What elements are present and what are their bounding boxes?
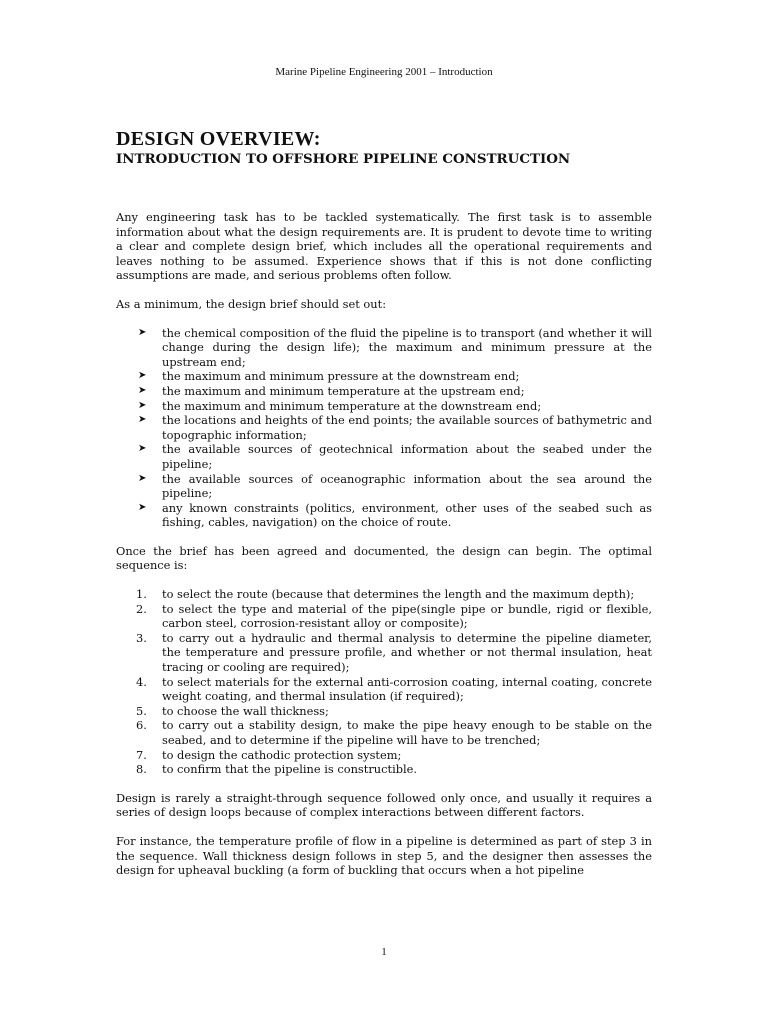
- intro-paragraph: Any engineering task has to be tackled systematically. The first task is to assemble information about what the design requirements are. It is prudent to devote time to writing a clear and complete design brief, which includes all the operational requirements and leaves nothing to be assumed. Experience shows that if this is not done conflicting assumptions are made, and serious problems often follow.: [116, 210, 652, 283]
- step-text: to carry out a stability design, to make the pipe heavy enough to be stable on the seabed, and to determine if the pipeline will have to be trenched;: [162, 718, 652, 747]
- list-item-text: the maximum and minimum temperature at the upstream end;: [162, 383, 525, 398]
- list-item-text: the maximum and minimum temperature at the downstream end;: [162, 398, 542, 413]
- list-item: [116, 472, 652, 501]
- step-number: 8.: [136, 762, 147, 777]
- arrow-bullet-icon: ➤: [138, 472, 147, 484]
- step-number: 6.: [136, 718, 147, 733]
- arrow-bullet-icon: ➤: [138, 443, 147, 455]
- arrow-bullet-icon: ➤: [138, 414, 147, 426]
- list-item-text: the available sources of geotechnical information about the seabed under the pipeline;: [162, 442, 652, 471]
- design-sequence-list: [116, 587, 652, 777]
- arrow-bullet-icon: ➤: [138, 399, 147, 411]
- list-item: [116, 399, 652, 414]
- list-item: [116, 442, 652, 471]
- page-content: [116, 128, 652, 892]
- arrow-bullet-icon: ➤: [138, 384, 147, 396]
- list-item: [116, 369, 652, 384]
- step-number: 1.: [136, 587, 147, 602]
- step-number: 4.: [136, 674, 147, 689]
- list-item: [116, 602, 652, 631]
- arrow-bullet-icon: ➤: [138, 370, 147, 382]
- list-item-text: the maximum and minimum pressure at the downstream end;: [162, 369, 520, 384]
- page-title: DESIGN OVERVIEW:: [116, 128, 321, 150]
- list-item: [116, 704, 652, 719]
- step-text: to select the type and material of the pipe(single pipe or bundle, rigid or flexible, carbon steel, corrosion-resistant alloy or composite);: [162, 601, 652, 631]
- step-text: to carry out a hydraulic and thermal analysis to determine the pipeline diameter, the temperature and pressure profile, and whether or not thermal insulation, heat tracing or cooling are required);: [162, 630, 652, 675]
- list-item: [116, 675, 652, 704]
- list-item: [116, 631, 652, 675]
- list-item-text: any known constraints (politics, environment, other uses of the seabed such as fishing, cables, navigation) on the choice of route.: [162, 500, 652, 530]
- page-number: 1: [381, 946, 387, 958]
- list-item: [116, 413, 652, 442]
- arrow-bullet-icon: ➤: [138, 326, 147, 338]
- list-item-text: the available sources of oceanographic information about the sea around the pipeline;: [162, 471, 652, 501]
- step-number: 5.: [136, 703, 147, 718]
- list-item: [116, 326, 652, 370]
- step-text: to design the cathodic protection system;: [162, 747, 402, 762]
- sequence-lead-paragraph: Once the brief has been agreed and documented, the design can begin. The optimal sequence is:: [116, 543, 652, 573]
- step-number: 2.: [136, 601, 147, 616]
- step-number: 7.: [136, 747, 147, 762]
- step-text: to select materials for the external anti-corrosion coating, internal coating, concrete weight coating, and thermal insulation (if required);: [162, 674, 652, 704]
- instance-paragraph: For instance, the temperature profile of flow in a pipeline is determined as part of step 3 in the sequence. Wall thickness design follows in step 5, and the designer then assesses the design for upheaval buckling (a form of buckling that occurs when a hot pipeline: [116, 833, 652, 878]
- list-item-text: the locations and heights of the end points; the available sources of bathymetric and topographic information;: [162, 413, 652, 442]
- step-number: 3.: [136, 630, 147, 645]
- list-item: [116, 748, 652, 763]
- list-item: [116, 587, 652, 602]
- design-loops-paragraph: Design is rarely a straight-through sequence followed only once, and usually it requires a series of design loops because of complex interactions between different factors.: [116, 790, 652, 820]
- list-item-text: the chemical composition of the fluid the pipeline is to transport (and whether it will change during the design life); the maximum and minimum pressure at the upstream end;: [162, 325, 652, 369]
- step-text: to choose the wall thickness;: [162, 703, 329, 718]
- list-item: [116, 501, 652, 530]
- arrow-bullet-icon: ➤: [138, 501, 147, 513]
- list-item: [116, 762, 652, 777]
- minimum-lead-paragraph: As a minimum, the design brief should set out:: [116, 296, 387, 311]
- list-item: [116, 384, 652, 399]
- page-subtitle: INTRODUCTION TO OFFSHORE PIPELINE CONSTRUCTION: [116, 151, 571, 167]
- step-text: to select the route (because that determines the length and the maximum depth);: [162, 587, 635, 602]
- design-brief-list: [116, 326, 652, 530]
- running-header: Marine Pipeline Engineering 2001 – Introduction: [275, 66, 493, 78]
- list-item: [116, 718, 652, 747]
- step-text: to confirm that the pipeline is constructible.: [162, 762, 418, 777]
